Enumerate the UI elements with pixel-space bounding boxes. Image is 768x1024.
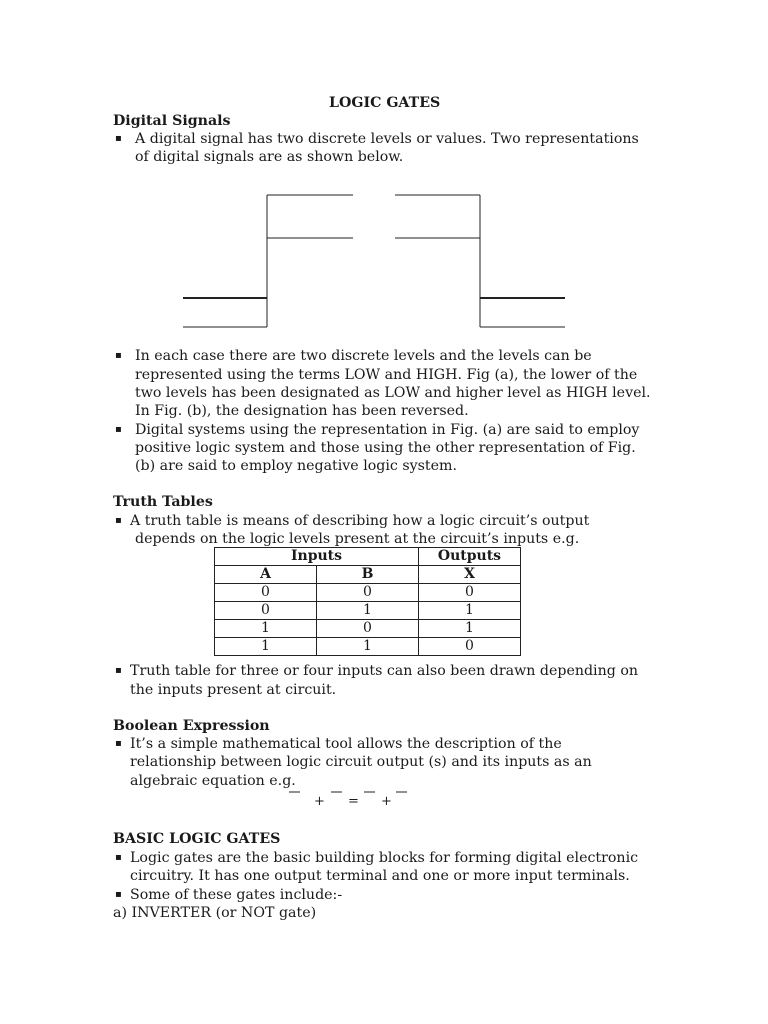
paragraph-line: A digital signal has two discrete levels or values. Two representations [135,131,639,147]
bullet-icon: ▪ [115,889,122,900]
table-cell: 0 [419,638,521,656]
paragraph-line: circuitry. It has one output terminal and one or more input terminals. [130,868,630,884]
paragraph-line: In Fig. (b), the designation has been reversed. [135,403,469,419]
table-group-header: Inputs [215,548,419,566]
equation-plus-symbol: + [314,794,325,809]
page-title: LOGIC GATES [329,95,441,111]
table-cell: 1 [317,602,419,620]
table-cell: 1 [419,602,521,620]
table-cell: 1 [419,620,521,638]
section-heading-truth-tables: Truth Tables [113,494,213,510]
table-cell: 1 [215,620,317,638]
paragraph-line: relationship between logic circuit output (s) and its inputs as an [130,754,592,770]
paragraph-line: Truth table for three or four inputs can also been drawn depending on [130,663,638,679]
paragraph-line: In each case there are two discrete levels and the levels can be [135,348,592,364]
bullet-icon: ▪ [115,350,122,361]
paragraph-line: Some of these gates include:- [130,887,343,903]
paragraph-line: algebraic equation e.g. [130,773,296,789]
paragraph-line: Logic gates are the basic building blocks for forming digital electronic [130,850,639,866]
table-column-header: A [215,566,317,584]
equation-equals-symbol: = [348,794,359,809]
section-heading-basic-logic-gates: BASIC LOGIC GATES [113,831,281,847]
bullet-icon: ▪ [115,515,122,526]
paragraph-line: depends on the logic levels present at the circuit’s inputs e.g. [135,531,580,547]
table-group-header: Outputs [419,548,521,566]
table-cell: 0 [215,584,317,602]
paragraph-line: positive logic system and those using the other representation of Fig. [135,440,636,456]
list-item-inverter: a) INVERTER (or NOT gate) [113,905,317,921]
section-heading-digital-signals: Digital Signals [113,113,231,129]
bullet-icon: ▪ [115,665,122,676]
paragraph-line: two levels has been designated as LOW and higher level as HIGH level. [135,385,651,401]
table-cell: 0 [317,620,419,638]
section-heading-boolean-expression: Boolean Expression [113,718,270,734]
table-column-header: X [419,566,521,584]
table-cell: 1 [317,638,419,656]
bullet-icon: ▪ [115,852,122,863]
paragraph-line: of digital signals are as shown below. [135,149,404,165]
table-column-header: B [317,566,419,584]
paragraph-line: Digital systems using the representation in Fig. (a) are said to employ [135,422,640,438]
table-cell: 0 [419,584,521,602]
table-cell: 0 [215,602,317,620]
bullet-icon: ▪ [115,424,122,435]
bullet-icon: ▪ [115,738,122,749]
paragraph-line: the inputs present at circuit. [130,682,337,698]
paragraph-line: (b) are said to employ negative logic system. [135,458,457,474]
paragraph-line: It’s a simple mathematical tool allows the description of the [130,736,562,752]
table-cell: 1 [215,638,317,656]
paragraph-line: represented using the terms LOW and HIGH. Fig (a), the lower of the [135,367,638,383]
paragraph-line: A truth table is means of describing how a logic circuit’s output [130,513,590,529]
equation-plus-symbol: + [381,794,392,809]
bullet-icon: ▪ [115,133,122,144]
table-cell: 0 [317,584,419,602]
